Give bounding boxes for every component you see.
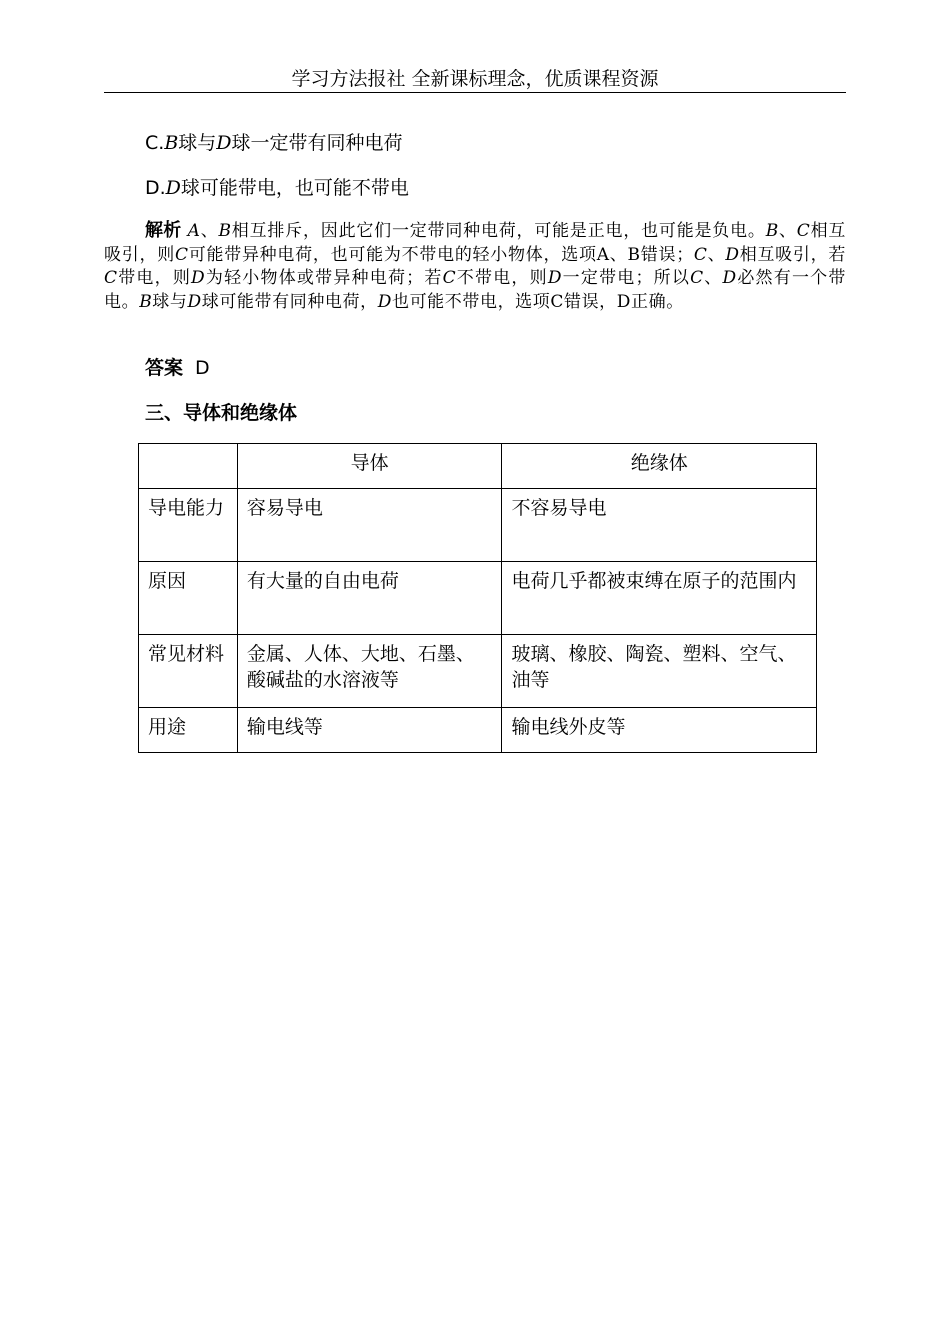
text: 也可能不带电，选项C错误，D正确。 [391, 291, 684, 312]
page-header [104, 66, 846, 93]
text: 、 [707, 244, 726, 265]
table-row [139, 562, 817, 635]
text: 相互吸引，若 [739, 244, 847, 265]
option-c-ball1: B [164, 132, 179, 154]
header-title: 学习方法报社 全新课标理念，优质课程资源 [291, 68, 659, 90]
table-cell: 导电能力 [139, 489, 238, 562]
var: C [693, 244, 708, 265]
var: B [139, 291, 153, 312]
option-d-ball: D [165, 177, 181, 199]
text: 球可能带有同种电荷， [201, 291, 378, 312]
option-c [145, 130, 403, 156]
text: 相互排斥，因此它们一定带同种电荷，可能是正电，也可能是负电。 [231, 221, 766, 241]
answer-value: D [195, 357, 210, 379]
var: D [191, 268, 206, 288]
answer-line [145, 355, 210, 381]
var: C [796, 221, 811, 241]
table-header-cell: 导体 [237, 444, 502, 489]
table-header-cell [139, 444, 238, 489]
var: D [725, 244, 740, 265]
var: A [187, 221, 201, 241]
table-cell: 容易导电 [237, 489, 502, 562]
var: B [218, 221, 232, 241]
var: D [547, 268, 563, 288]
table-cell: 玻璃、橡胶、陶瓷、塑料、空气、油等 [502, 635, 817, 708]
var: C [690, 268, 704, 288]
answer-label: 答案 [145, 357, 184, 379]
table-cell: 原因 [139, 562, 238, 635]
table-header-row [139, 444, 817, 489]
option-d [145, 175, 409, 201]
table-cell: 不容易导电 [502, 489, 817, 562]
text: 不带电，则 [456, 268, 548, 288]
option-d-text: 球可能带电，也可能不带电 [180, 177, 409, 199]
text: 可能带异种电荷，也可能为不带电的轻小物体，选项A、B错误； [188, 244, 694, 265]
table-cell: 有大量的自由电荷 [237, 562, 502, 635]
table-cell: 输电线外皮等 [502, 708, 817, 753]
table-row [139, 489, 817, 562]
analysis-label: 解析 [145, 220, 182, 241]
text: 球与 [152, 291, 188, 312]
text: 、 [703, 268, 723, 288]
text: 带电，则 [117, 268, 192, 288]
comparison-table [138, 443, 817, 753]
var: C [174, 244, 189, 265]
section-title: 三、导体和绝缘体 [145, 402, 298, 424]
table-row [139, 708, 817, 753]
table-cell: 输电线等 [237, 708, 502, 753]
table-cell: 常见材料 [139, 635, 238, 708]
option-c-text: 球一定带有同种电荷 [231, 132, 403, 154]
text: 、 [200, 221, 219, 241]
option-c-ball2: D [216, 132, 232, 154]
table-header-cell: 绝缘体 [502, 444, 817, 489]
var: C [442, 268, 457, 288]
table-row [139, 635, 817, 708]
var: D [187, 291, 202, 312]
text: 为轻小物体或带异种电荷；若 [205, 268, 443, 288]
option-d-letter: D. [145, 177, 166, 199]
var: B [765, 221, 779, 241]
analysis-paragraph [104, 219, 846, 314]
text: 必然有一个带电。 [104, 268, 846, 312]
option-c-mid: 球与 [178, 132, 217, 154]
var: D [722, 268, 737, 288]
text: 、 [778, 221, 797, 241]
option-c-letter: C. [145, 132, 165, 154]
var: C [104, 268, 118, 288]
table-cell: 电荷几乎都被束缚在原子的范围内 [502, 562, 817, 635]
table-cell: 用途 [139, 708, 238, 753]
text: 相互吸引，则 [104, 221, 847, 265]
table-cell: 金属、人体、大地、石墨、酸碱盐的水溶液等 [237, 635, 502, 708]
var: D [377, 291, 392, 312]
text: 一定带电；所以 [562, 268, 691, 288]
